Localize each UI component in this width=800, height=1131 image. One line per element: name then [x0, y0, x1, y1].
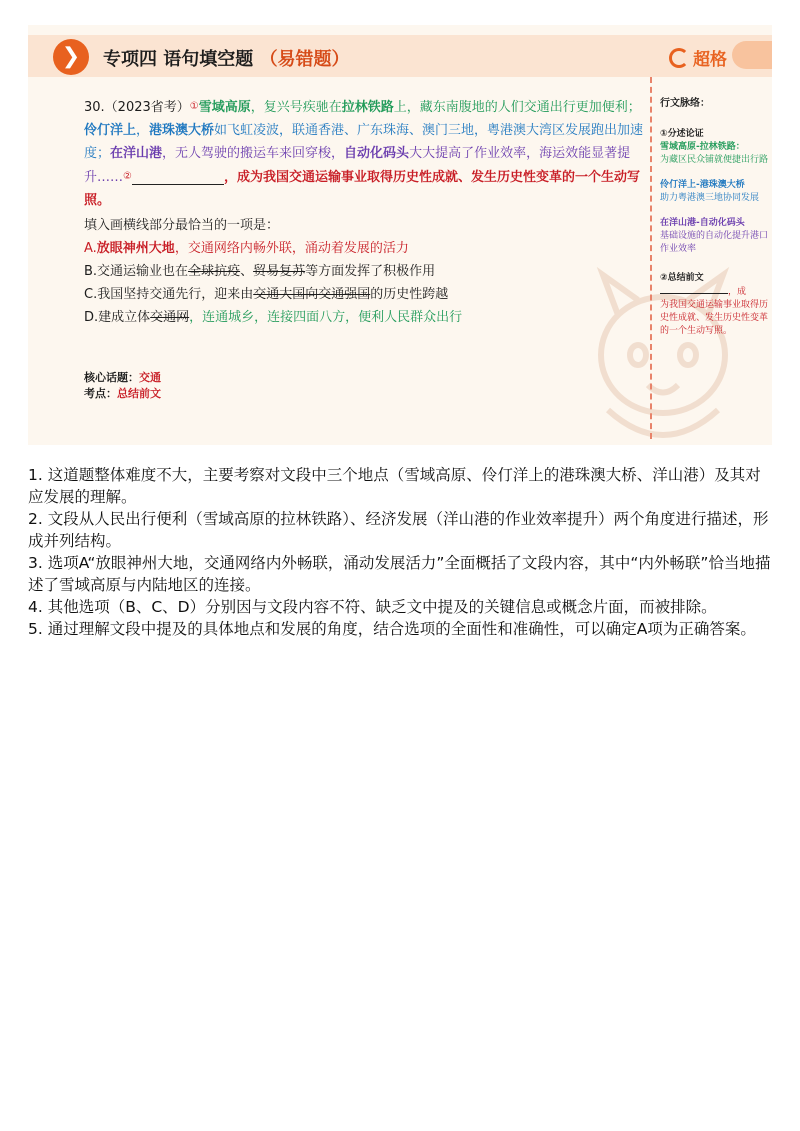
place-snow-plateau: 雪域高原 [198, 100, 251, 115]
question-passage [84, 95, 644, 212]
question-text [84, 95, 644, 329]
explanation-item: 4. 其他选项（B、C、D）分别因与文段内容不符、缺乏文中提及的关键信息或概念片面，而被排除。 [28, 598, 717, 616]
sidebar-purple-text: 基础设施的自动化提升港口作业效率 [660, 231, 769, 254]
sidebar-blank [660, 285, 728, 294]
option-b [84, 260, 644, 283]
core-topic [84, 370, 161, 386]
passage-segment: ， [136, 123, 150, 138]
question-slide [28, 25, 772, 445]
explanation-item: 5. 通过理解文段中提及的具体地点和发展的角度，结合选项的全面性和准确性，可以确定A项为正确答案。 [28, 620, 756, 638]
structure-sidebar [660, 97, 768, 338]
place-yangshan-port: 在洋山港 [110, 146, 163, 161]
option-c-text: C.我国坚持交通先行，迎来由 [84, 287, 254, 302]
option-a-text: ，交通网络内畅外联，涌动着发展的活力 [174, 241, 409, 256]
dashed-divider [650, 77, 652, 439]
sidebar-blank-row [660, 285, 768, 299]
option-b-strike: 贸易复苏 [253, 264, 306, 279]
answer-blank [132, 170, 224, 185]
option-d-text: D.建成立体 [84, 310, 151, 325]
sidebar-red-text: 为我国交通运输事业取得历史性成就、发生历史性变革的一个生动写照。 [660, 300, 769, 336]
core-topic-label: 核心话题： [84, 371, 139, 384]
option-b-text: B.交通运输业也在 [84, 264, 189, 279]
sidebar-section-2: ②总结前文 [660, 273, 704, 283]
explanation-list [28, 464, 772, 640]
chevron-right-icon: ❯ [53, 39, 89, 75]
option-c-strike: 交通大国向交通强国 [253, 287, 371, 302]
sidebar-section-1: ①分述论证 [660, 129, 704, 139]
passage-segment: 上，藏东南腹地的人们交通出行更加便利； [393, 100, 641, 115]
question-meta [84, 370, 161, 402]
explanation-item: 2. 文段从人民出行便利（雪域高原的拉林铁路）、经济发展（洋山港的作业效率提升）两个角度进行描述，形成并列结构。 [28, 510, 769, 550]
option-a-keyword: 放眼神州大地 [96, 241, 175, 256]
sidebar-gap [660, 256, 768, 268]
place-hzm-bridge: 港珠澳大桥 [149, 123, 215, 138]
automated-terminal: 自动化码头 [344, 146, 410, 161]
title-text: 专项四 语句填空题 [103, 49, 254, 70]
explanation-item: 1. 这道题整体难度不大，主要考察对文段中三个地点（雪域高原、伶仃洋上的港珠澳大桥、洋山港）及其对应发展的理解。 [28, 466, 761, 506]
sidebar-green-text: 为藏区民众铺就便捷出行路 [660, 155, 769, 165]
passage-segment: 如飞虹凌波，联通香港、广东珠海、澳门三地，粤港澳大湾区发展跑出加速度； [84, 123, 644, 161]
brand-logo-text: 超格 [693, 50, 727, 70]
option-b-text: 、 [240, 264, 254, 279]
marker-1: ① [189, 101, 199, 112]
sidebar-title: 行文脉络： [660, 98, 710, 109]
place-lingding-ocean: 伶仃洋上 [84, 123, 137, 138]
option-b-text: 等方面发挥了积极作用 [305, 264, 436, 279]
option-a-label: A. [84, 241, 97, 256]
sidebar-green-head: 雪域高原-拉林铁路： [660, 142, 745, 152]
slide-title [103, 45, 350, 71]
instruction: 填入画横线部分最恰当的一项是： [84, 218, 280, 233]
sidebar-gap [660, 167, 768, 179]
sidebar-red-tail: ，成 [728, 287, 747, 297]
logo-pill [732, 41, 772, 69]
brand-logo-icon [669, 48, 689, 68]
sidebar-gap [660, 205, 768, 217]
brand-logo [669, 45, 727, 70]
passage-segment: ，无人驾驶的搬运车来回穿梭， [162, 146, 345, 161]
sidebar-purple-head: 在洋山港-自动化码头 [660, 218, 745, 228]
explanation-item: 3. 选项A“放眼神州大地，交通网络内外畅联，涌动发展活力”全面概括了文段内容，其中“内外畅联”恰当地描述了雪域高原与内陆地区的连接。 [28, 554, 771, 594]
option-d-strike: 交通网 [150, 310, 190, 325]
sidebar-blue-head: 伶仃洋上-港珠澳大桥 [660, 180, 745, 190]
option-c-text: 的历史性跨越 [370, 287, 449, 302]
option-c [84, 283, 644, 306]
core-topic-value: 交通 [139, 371, 161, 384]
option-d [84, 306, 644, 329]
title-tag: （易错题） [259, 49, 350, 70]
option-a [84, 237, 644, 260]
option-b-strike: 全球抗疫 [188, 264, 241, 279]
place-lalin-railway: 拉林铁路 [341, 100, 394, 115]
question-number: 30.（2023省考） [84, 100, 190, 115]
passage-segment: ，成为我国交通运输事业取得历史性成就、发生历史性变革的一个生动写照。 [84, 170, 640, 208]
marker-2: ② [123, 171, 132, 182]
test-point-label: 考点： [84, 387, 117, 400]
test-point [84, 386, 161, 402]
option-d-text: ，连通城乡，连接四面八方，便利人民群众出行 [189, 310, 463, 325]
passage-segment: ，复兴号疾驰在 [250, 100, 342, 115]
test-point-value: 总结前文 [117, 387, 161, 400]
sidebar-blue-text: 助力粤港澳三地协同发展 [660, 193, 760, 203]
passage-segment: 大大提高了作业效率，海运效能显著提升…… [84, 146, 631, 185]
